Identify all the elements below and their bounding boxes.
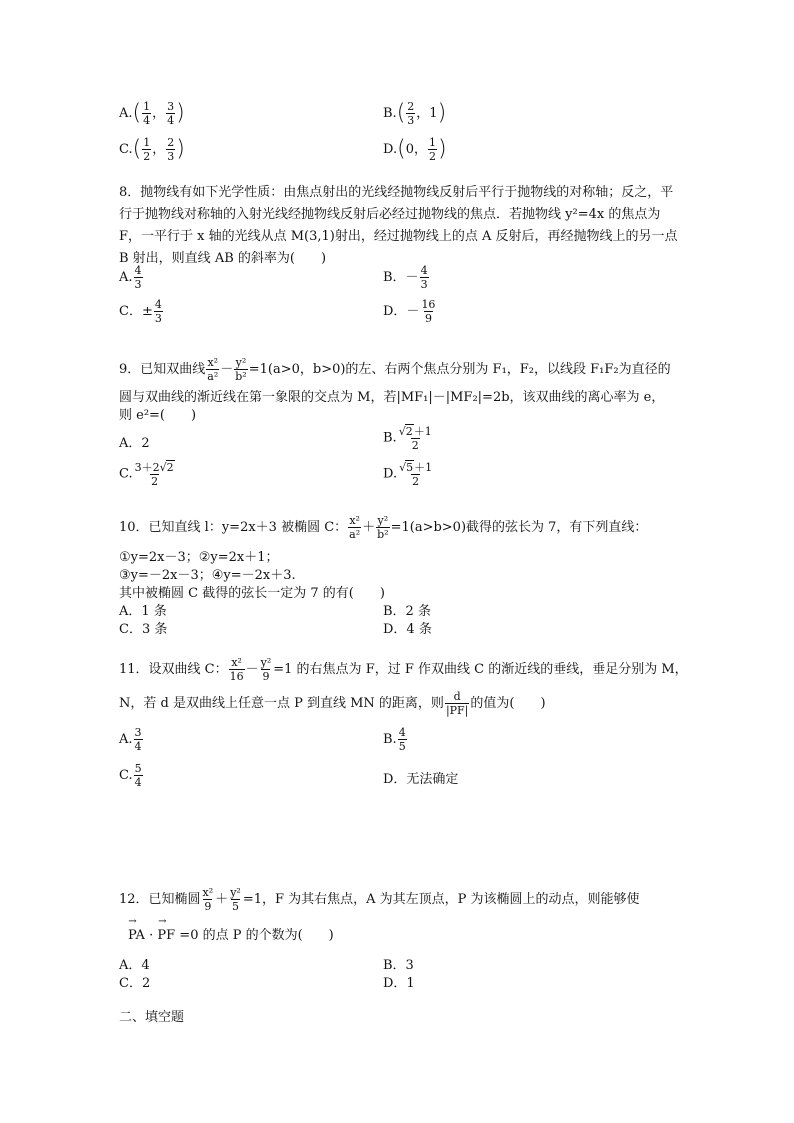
q11-stem-line2: N，若 d 是双曲线上任意一点 P 到直线 MN 的距离，则 $\frac{d}{|PF|}$ 的值为( )	[119, 690, 546, 717]
q9-option-a: A．2	[119, 436, 150, 451]
q7-option-c: C.( $\frac{1}{2}$ ， $\frac{2}{3}$ )	[119, 136, 185, 163]
q8-option-a: A. $\frac{4}{3}$	[119, 264, 142, 291]
q10-stem-line1: 10．已知直线 l：y=2x＋3 被椭圆 C： $\frac{\text{x²}}{\text{a²}}$ ＋ $\frac{\text{y²}}{\text{b²}}$ =1(a>b>0)截得的弦长为 7，有下列直线：	[119, 514, 648, 541]
q12-stem-line2: → PA · → PF =0 的点 P 的个数为( )	[128, 922, 334, 943]
q9-stem-line2: 圆与双曲线的渐近线在第一象限的交点为 M，若|MF₁|－|MF₂|=2b，该双曲线的离心率为 e，	[119, 390, 665, 405]
q8-option-b: B．－ $\frac{4}{3}$	[383, 264, 428, 291]
q7-option-b: B.( $\frac{2}{3}$ ，1)	[383, 100, 447, 127]
q9-stem-line1: 9．已知双曲线 $\frac{\text{x²}}{\text{a²}}$ － $\frac{\text{y²}}{\text{b²}}$ =1(a>0，b>0)的左、右两个焦点分别为 F₁，F₂，以线段 F₁F₂为直径的	[119, 356, 671, 383]
q12-option-c: C．2	[119, 976, 151, 991]
q12-option-b: B．3	[383, 958, 414, 973]
q7-option-d: D.(0， $\frac{1}{2}$ )	[383, 136, 447, 163]
q10-line3: ③y=－2x－3；④y=－2x＋3.	[119, 568, 296, 583]
q12-option-a: A．4	[119, 958, 150, 973]
q10-option-b: B．2 条	[383, 604, 431, 619]
q10-option-a: A．1 条	[119, 604, 167, 619]
q9-option-c: C. $\frac{3+2√2}{2}$	[119, 461, 174, 488]
section-heading-fill-in: 二、填空题	[119, 1010, 185, 1025]
q9-stem-line3: 则 e²=( )	[119, 408, 197, 423]
q12-option-d: D．1	[383, 976, 415, 991]
q10-line4: 其中被椭圆 C 截得的弦长一定为 7 的有( )	[119, 586, 385, 601]
q11-option-d: D．无法确定	[383, 772, 459, 787]
q9-option-b: B. $\frac{√2+1}{2}$	[383, 425, 432, 452]
q11-option-b: B. $\frac{4}{5}$	[383, 726, 406, 753]
vector-pf: → PF	[157, 922, 175, 943]
q9-option-d: D. $\frac{√5+1}{2}$	[383, 461, 433, 488]
vector-pa: → PA	[128, 922, 145, 943]
q11-option-a: A. $\frac{3}{4}$	[119, 726, 142, 753]
q11-option-c: C. $\frac{5}{4}$	[119, 762, 142, 789]
q11-stem-line1: 11．设双曲线 C： $\frac{\text{x²}}{16}$ － $\frac{\text{y²}}{9}$ =1 的右焦点为 F，过 F 作双曲线 C 的渐近线的垂线，垂足分别为 M，	[119, 656, 688, 683]
q8-option-c: C．± $\frac{4}{3}$	[119, 298, 162, 325]
q7-option-a: A.( $\frac{1}{4}$ ， $\frac{3}{4}$ )	[119, 100, 185, 127]
q10-option-c: C．3 条	[119, 622, 168, 637]
q12-stem-line1: 12．已知椭圆 $\frac{\text{x²}}{9}$ ＋ $\frac{\text{y²}}{5}$ =1，F 为其右焦点，A 为其左顶点，P 为该椭圆上的动点，则能够使	[119, 886, 640, 913]
q10-option-d: D．4 条	[383, 622, 432, 637]
q8-option-d: D．－ $\frac{16}{9}$	[383, 298, 436, 325]
q8-stem: 8．抛物线有如下光学性质：由焦点射出的光线经抛物线反射后平行于抛物线的对称轴；反之，平行于抛物线对称轴的入射光线经抛物线反射后必经过抛物线的焦点．若抛物线 y²=4x 的焦点为 F，一平行于 x 轴的光线从点 M(3,1)射出，经过抛物线上的点 A 反射后，再经抛物线上的另一点 B 射出，则直线 AB 的斜率为( )	[119, 185, 678, 266]
q10-line2: ①y=2x－3；②y=2x＋1；	[119, 550, 279, 565]
